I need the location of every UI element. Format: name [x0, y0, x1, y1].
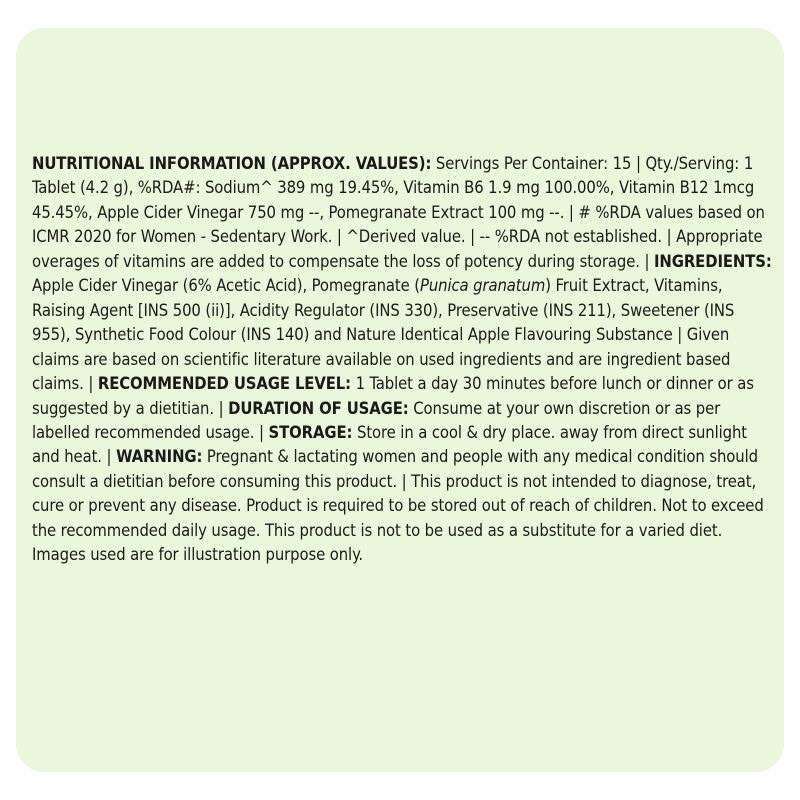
section-heading: WARNING:: [116, 447, 203, 467]
section-heading: NUTRITIONAL INFORMATION (APPROX. VALUES):: [32, 154, 432, 173]
section-heading: INGREDIENTS:: [654, 251, 772, 271]
body-text: ) Fruit Extract, Vitamins, Raising Agent [INS 500 (ii)], Acidity Regulator (INS 330), Preservative (INS 211), Sweetener (INS 955), Synthetic Food Colour (INS 140) and Nature Identical Apple Flavouring Substance | Given claims are based on scientific literature available on used ingredients and are ingredient based claims. |: [32, 276, 735, 394]
body-text: Pregnant & lactating women and people with any medical condition should consult a dietitian before consuming this product. | This product is not intended to diagnose, treat, cure or prevent any disease. Product is required to be stored out of reach of children. Not to exceed the recommended daily usage. This product is not to be used as a substitute for a varied diet. Images used are for illustration purpose only.: [32, 447, 764, 565]
section-heading: RECOMMENDED USAGE LEVEL:: [97, 374, 351, 394]
scientific-name: Punica granatum: [420, 276, 546, 296]
body-text: Consume at your own discretion or as per labelled recommended usage. |: [32, 398, 721, 442]
body-text: Store in a cool & dry place. away from direct sunlight and heat. |: [32, 422, 748, 467]
section-heading: DURATION OF USAGE:: [228, 398, 409, 418]
body-text: Servings Per Container: 15 | Qty./Serving: 1 Tablet (4.2 g), %RDA#: Sodium^ 389 mg 19.45%, Vitamin B6 1.9 mg 100.00%, Vitamin B12 1mcg 45.45%, Apple Cider Vinegar 750 mg --, Pomegranate Extract 100 mg --. | # %RDA values based on ICMR 2020 for Women - Sedentary Work. | ^Derived value. | -- %RDA not established. | Appropriate overages of vitamins are added to compensate the loss of potency during storage. |: [32, 154, 765, 271]
section-heading: STORAGE:: [268, 422, 353, 442]
body-text: 1 Tablet a day 30 minutes before lunch or dinner or as suggested by a dietitian. |: [32, 374, 754, 418]
product-label-text: [16, 152, 772, 568]
body-text: Apple Cider Vinegar (6% Acetic Acid), Pomegranate (: [32, 276, 420, 296]
